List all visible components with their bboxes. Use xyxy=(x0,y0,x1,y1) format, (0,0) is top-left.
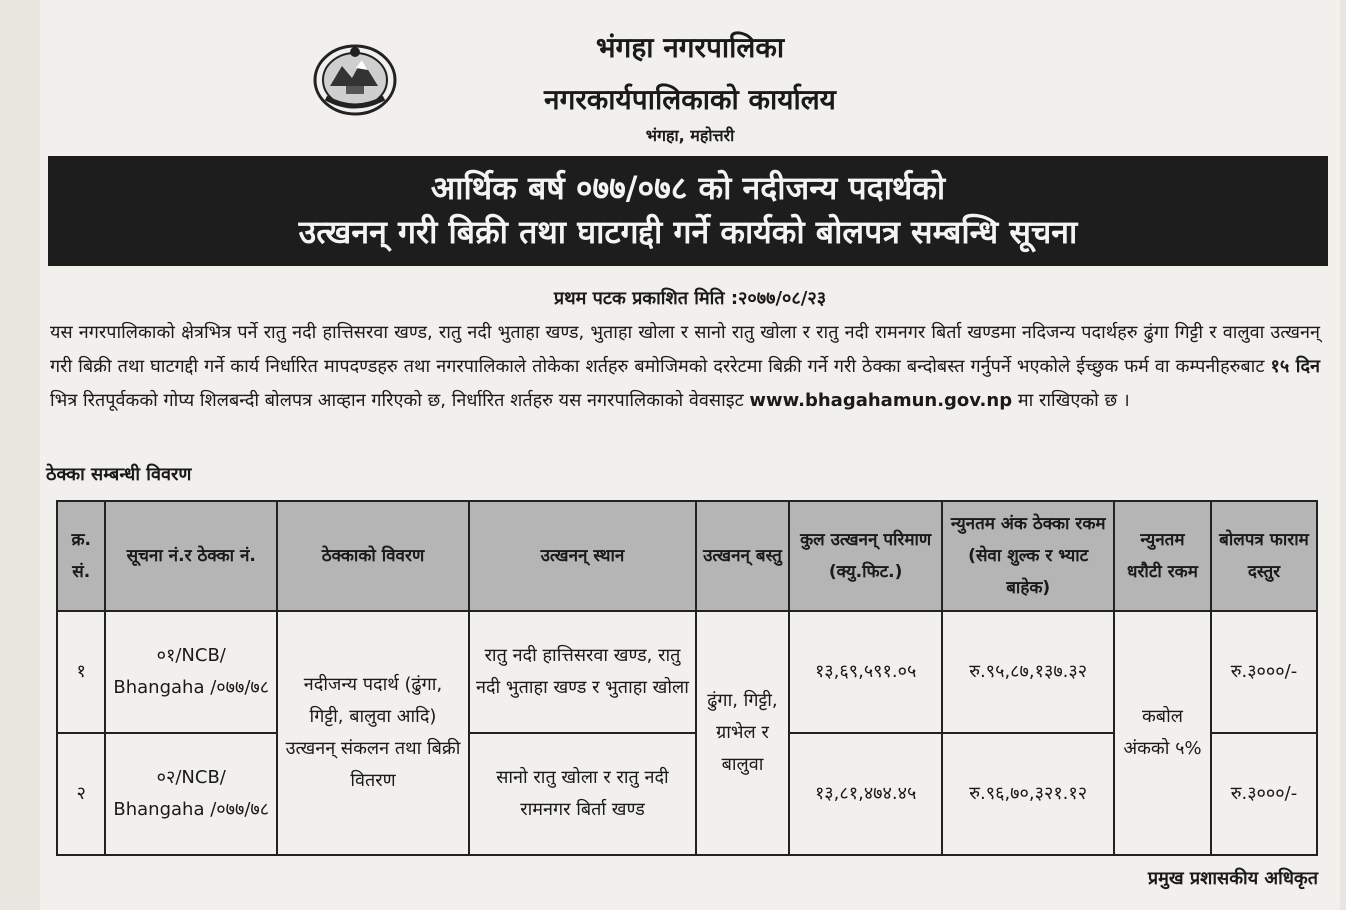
cell-quantity: १३,६९,५९१.०५ xyxy=(789,611,942,733)
section-title: ठेक्का सम्बन्धी विवरण xyxy=(46,464,192,485)
header-serial: क्र. सं. xyxy=(57,501,105,611)
signatory-title: प्रमुख प्रशासकीय अधिकृत xyxy=(1147,868,1318,889)
contract-details-table xyxy=(56,500,1318,856)
table-header-row xyxy=(57,501,1317,611)
notice-body-part-2: भित्र रितपूर्वकको गोप्य शिलबन्दी बोलपत्र आव्हान गरिएको छ, निर्धारित शर्तहरु यस नगरपालिकाको वेवसाइट xyxy=(50,390,744,411)
notice-header xyxy=(40,0,1340,150)
notice-title-line-1: आर्थिक बर्ष ०७७/०७८ को नदीजन्य पदार्थको xyxy=(430,169,946,207)
cell-notice-no: ०२/NCB/ Bhangaha /०७७/७८ xyxy=(105,733,277,855)
bid-period: १५ दिन xyxy=(1270,356,1320,377)
cell-form-fee: रु.३०००/- xyxy=(1211,611,1317,733)
cell-form-fee: रु.३०००/- xyxy=(1211,733,1317,855)
publication-date xyxy=(40,286,1340,310)
cell-min-amount: रु.९६,७०,३२१.१२ xyxy=(942,733,1114,855)
publication-date-label: प्रथम पटक प्रकाशित मिति : xyxy=(553,288,739,309)
publication-date-value: २०७७/०८/२३ xyxy=(738,288,827,309)
office-name: नगरकार्यपालिकाको कार्यालय xyxy=(544,83,836,116)
cell-serial: २ xyxy=(57,733,105,855)
header-description: ठेक्काको विवरण xyxy=(277,501,469,611)
cell-description: नदीजन्य पदार्थ (ढुंगा, गिट्टी, बालुवा आदि) उत्खनन् संकलन तथा बिक्री वितरण xyxy=(277,611,469,855)
cell-quantity: १३,८१,४७४.४५ xyxy=(789,733,942,855)
notice-body-part-1: यस नगरपालिकाको क्षेत्रभित्र पर्ने रातु नदी हात्तिसरवा खण्ड, रातु नदी भुताहा खण्ड, भुताहा खोला र सानो रातु खोला र रातु नदी रामनगर बिर्ता खण्डमा नदिजन्य पदार्थहरु ढुंगा गिट्टी र वालुवा उत्खनन् गरी बिक्री तथा घाटगद्दी गर्ने कार्य निर्धारित मापदण्डहरु तथा नगरपालिकाले तोकेका शर्तहरु बमोजिमको दररेटमा बिक्री गर्ने गरी ठेक्का बन्दोबस्त गर्नुपर्ने भएकोले ईच्छुक फर्म वा कम्पनीहरुबाट xyxy=(50,322,1320,377)
cell-deposit: कबोल अंकको ५% xyxy=(1114,611,1211,855)
header-min-amount: न्युनतम अंक ठेक्का रकम (सेवा शुल्क र भ्याट बाहेक) xyxy=(942,501,1114,611)
header-quantity: कुल उत्खनन् परिमाण (क्यु.फिट.) xyxy=(789,501,942,611)
header-material: उत्खनन् बस्तु xyxy=(696,501,789,611)
cell-min-amount: रु.९५,८७,१३७.३२ xyxy=(942,611,1114,733)
notice-title-line-2: उत्खनन् गरी बिक्री तथा घाटगद्दी गर्ने कार्यको बोलपत्र सम्बन्धि सूचना xyxy=(298,213,1078,251)
cell-location: रातु नदी हात्तिसरवा खण्ड, रातु नदी भुताहा खण्ड र भुताहा खोला xyxy=(469,611,696,733)
notice-body-part-3: मा राखिएको छ । xyxy=(1017,390,1130,411)
cell-material: ढुंगा, गिट्टी, ग्राभेल र बालुवा xyxy=(696,611,789,855)
table-row xyxy=(57,611,1317,733)
notice-paper xyxy=(40,0,1340,910)
office-address: भंगहा, महोत्तरी xyxy=(645,126,735,145)
cell-serial: १ xyxy=(57,611,105,733)
municipality-name: भंगहा नगरपालिका xyxy=(595,31,785,64)
header-notice-no: सूचना नं.र ठेक्का नं. xyxy=(105,501,277,611)
notice-body xyxy=(50,316,1320,418)
notice-title-banner xyxy=(48,156,1328,266)
cell-notice-no: ०१/NCB/ Bhangaha /०७७/७८ xyxy=(105,611,277,733)
cell-location: सानो रातु खोला र रातु नदी रामनगर बिर्ता खण्ड xyxy=(469,733,696,855)
header-form-fee: बोलपत्र फाराम दस्तुर xyxy=(1211,501,1317,611)
website-link[interactable]: www.bhagahamun.gov.np xyxy=(749,390,1013,411)
header-deposit: न्युनतम धरौटी रकम xyxy=(1114,501,1211,611)
header-location: उत्खनन् स्थान xyxy=(469,501,696,611)
